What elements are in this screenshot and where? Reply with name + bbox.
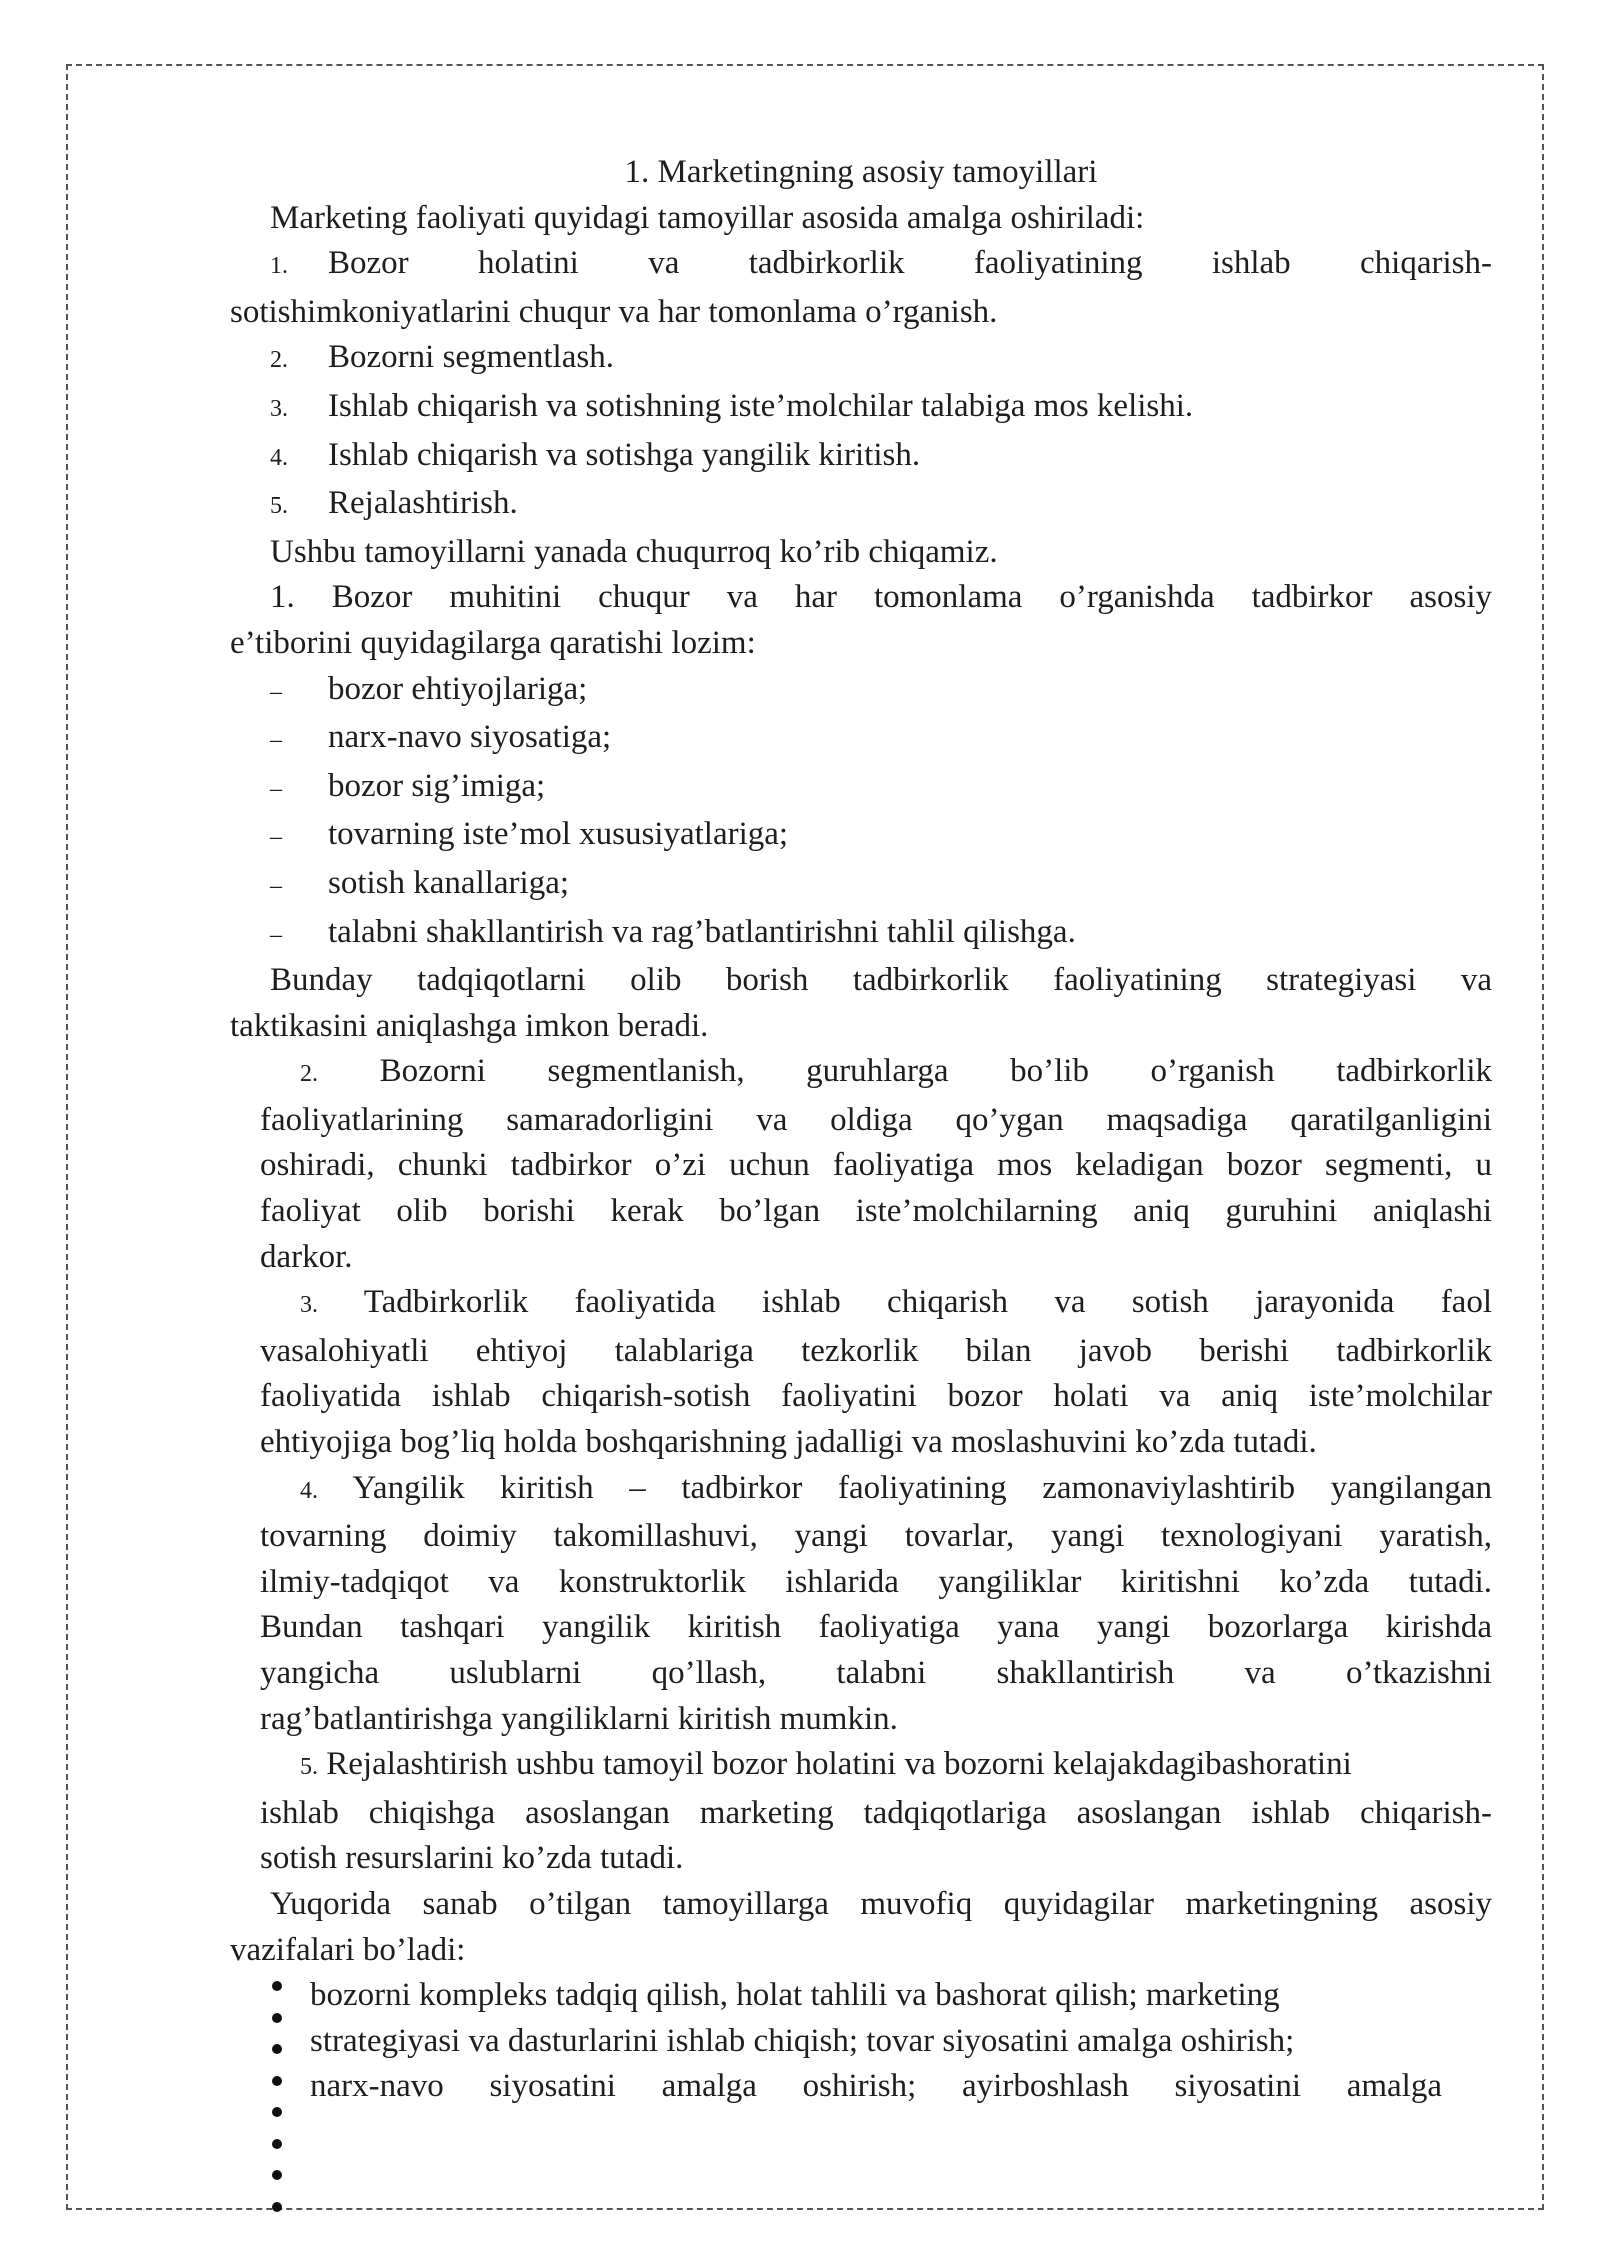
principle-item-1 [230,241,1492,290]
paragraph-1-line: e’tiborini quyidagilarga qaratishi lozim: [230,624,756,661]
principle-text: Bozor holatini va tadbirkorlik faoliyatining ishlab chiqarish- [328,245,1492,282]
dash-item-text: bozor ehtiyojlariga; [328,670,588,707]
research-paragraph-line: taktikasini aniqlashga imkon beradi. [230,1007,709,1044]
dash-list-item [230,812,1492,861]
paragraph-4-line: yangicha uslublarni qo’llash, talabni shakllantirish va o’tkazishni [260,1655,1492,1691]
paragraph-4-line: ilmiy-tadqiqot va konstruktorlik ishlarida yangiliklar kiritishni ko’zda tutadi. [260,1563,1492,1600]
intro-paragraph: Marketing faoliyati quyidagi tamoyillar asosida amalga oshiriladi: [270,199,1145,236]
paragraph-3-line: faoliyatida ishlab chiqarish-sotish faoliyatini bozor holati va aniq iste’molchilar [260,1378,1492,1415]
paragraph-3-line: 3. Tadbirkorlik faoliyatida ishlab chiqarish va sotish jarayonida faol [300,1284,1492,1321]
bullet-dot-icon [272,1981,282,1991]
paragraph-2-line: faoliyatlarining samaradorligini va oldiga qo’ygan maqsadiga qaratilganligini [260,1101,1492,1138]
paragraph-number: 2. [300,1061,318,1088]
principle-text: Ishlab chiqarish va sotishga yangilik kiritish. [328,436,921,473]
paragraph-2 [230,1049,1492,1280]
principle-number: 1. [270,253,288,280]
bullet-dot-icon [272,2107,282,2117]
bullet-dot-icon [272,2044,282,2054]
dash-list-item [230,910,1492,959]
dash-marker: – [270,824,282,851]
dash-list-item [230,715,1492,764]
tasks-line: strategiyasi va dasturlarini ishlab chiqish; tovar siyosatini amalga oshirish; [310,2022,1295,2059]
paragraph-2-line: oshiradi, chunki tadbirkor o’zi uchun faoliyatiga mos keladigan bozor segmenti, u [260,1147,1492,1184]
paragraph-5-line: sotish resurslarini ko’zda tutadi. [260,1840,684,1877]
principle-number: 5. [270,493,288,520]
bullet-dot-icon [272,2170,282,2180]
paragraph-4-line: rag’batlantirishga yangiliklarni kiritish mumkin. [260,1700,898,1737]
paragraph-5 [230,1742,1492,1882]
dash-list-item [230,667,1492,716]
dash-item-text: talabni shakllantirish va rag’batlantirishni tahlil qilishga. [328,913,1076,950]
paragraph-2-line: 2. Bozorni segmentlanish, guruhlarga bo’lib o’rganish tadbirkorlik [300,1053,1493,1090]
tasks-intro-line: Yuqorida sanab o’tilgan tamoyillarga muvofiq quyidagilar marketingning asosiy [270,1885,1492,1922]
paragraph-5-line: ishlab chiqishga asoslangan marketing tadqiqotlariga asoslangan ishlab chiqarish- [260,1794,1492,1831]
principle-text: Bozorni segmentlash. [328,339,614,376]
bullet-dot-icon [272,2076,282,2086]
paragraph-number: 3. [300,1292,318,1319]
research-paragraph-line: Bunday tadqiqotlarni olib borish tadbirkorlik faoliyatining strategiyasi va [270,962,1492,999]
principle-number: 4. [270,444,288,471]
dash-list [230,667,1492,959]
dash-item-text: sotish kanallariga; [328,864,570,901]
principle-number: 2. [270,347,288,374]
principle-item-5 [230,481,1492,530]
tasks-line: narx-navo siyosatini amalga oshirish; ayirboshlash siyosatini amalga [310,2068,1442,2105]
principle-number: 3. [270,395,288,422]
principle-item-4 [230,433,1492,482]
dash-marker: – [270,775,282,802]
bullet-dot-icon [272,2139,282,2149]
principle-item-1-continued: sotishimkoniyatlarini chuqur va har tomonlama o’rganish. [230,293,998,330]
tasks-line: bozorni kompleks tadqiq qilish, holat tahlili va bashorat qilish; marketing [310,1977,1280,2014]
bullet-dot-icon [272,2013,282,2023]
paragraph-2-line: faoliyat olib borishi kerak bo’lgan iste’molchilarning aniq guruhini aniqlashi [260,1193,1492,1230]
paragraph-3-line: ehtiyojiga bog’liq holda boshqarishning jadalligi va moslashuvini ko’zda tutadi. [260,1424,1317,1461]
tasks-intro-line: vazifalari bo’ladi: [230,1931,466,1968]
section-title: 1. Marketingning asosiy tamoyillari [624,154,1098,190]
paragraph-number: 5. [300,1754,318,1781]
paragraph-1-line: 1. Bozor muhitini chuqur va har tomonlama o’rganishda tadbirkor asosiy [270,579,1492,616]
paragraph-4 [230,1466,1492,1743]
tasks-bullet-list [230,1973,1492,2110]
dash-marker: – [270,678,282,705]
bullet-markers [272,1973,282,2233]
paragraph-4-line: Bundan tashqari yangilik kiritish faoliyatiga yana yangi bozorlarga kirishda [260,1609,1492,1646]
document-page [230,150,1492,2110]
paragraph-4-line: 4. Yangilik kiritish – tadbirkor faoliyatining zamonaviylashtirib yangilangan [300,1469,1493,1506]
paragraph-number: 4. [300,1477,318,1504]
dash-marker: – [270,727,282,754]
dash-marker: – [270,872,282,899]
tasks-text [230,1973,1442,2110]
principles-list [230,241,1492,530]
principle-item-3 [230,384,1492,433]
paragraph-4-line: tovarning doimiy takomillashuvi, yangi tovarlar, yangi texnologiyani yaratish, [260,1518,1492,1555]
dash-marker: – [270,921,282,948]
principle-item-2 [230,335,1492,384]
transition-paragraph: Ushbu tamoyillarni yanada chuqurroq ko’rib chiqamiz. [270,533,998,570]
paragraph-3-line: vasalohiyatli ehtiyoj talablariga tezkorlik bilan javob berishi tadbirkorlik [260,1332,1492,1369]
principle-text: Ishlab chiqarish va sotishning iste’molchilar talabiga mos kelishi. [328,387,1194,424]
dash-list-item [230,764,1492,813]
dash-list-item [230,861,1492,910]
dash-item-text: bozor sig’imiga; [328,767,546,804]
dash-item-text: narx-navo siyosatiga; [328,719,612,756]
paragraph-3 [230,1280,1492,1465]
principle-text: Rejalashtirish. [328,485,518,522]
paragraph-2-line: darkor. [260,1238,353,1275]
dash-item-text: tovarning iste’mol xususiyatlariga; [328,816,789,853]
bullet-dot-icon [272,2202,282,2212]
paragraph-5-line: 5. Rejalashtirish ushbu tamoyil bozor holatini va bozorni kelajakdagibashoratini [300,1746,1352,1783]
